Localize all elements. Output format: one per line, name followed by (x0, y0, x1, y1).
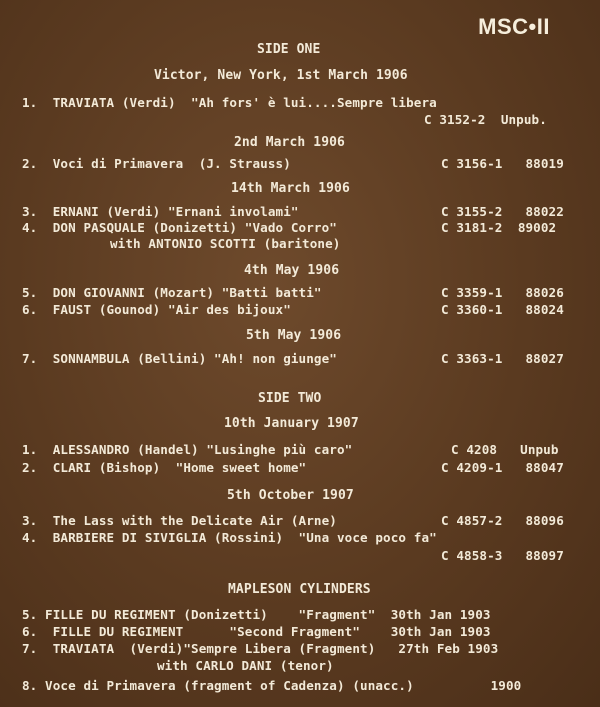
track-line: 5. DON GIOVANNI (Mozart) "Batti batti" (22, 285, 322, 300)
track-line: 7. SONNAMBULA (Bellini) "Ah! non giunge" (22, 351, 337, 366)
track-line: 1. ALESSANDRO (Handel) "Lusinghe più caro" (22, 442, 353, 457)
matrix-number: C 4209-1 88047 (441, 460, 564, 475)
track-line: 3. ERNANI (Verdi) "Ernani involami" (22, 204, 299, 219)
track-line: 1. TRAVIATA (Verdi) "Ah fors' è lui....Sempre libera (22, 95, 437, 110)
track-line: 2. CLARI (Bishop) "Home sweet home" (22, 460, 307, 475)
track-line: 5. FILLE DU REGIMENT (Donizetti) "Fragment" 30th Jan 1903 (22, 607, 491, 622)
matrix-number: C 3360-1 88024 (441, 302, 564, 317)
track-line: 8. Voce di Primavera (fragment of Cadenza) (unacc.) 1900 (22, 678, 522, 693)
track-line: 6. FILLE DU REGIMENT "Second Fragment" 30th Jan 1903 (22, 624, 491, 639)
matrix-number: C 3181-2 89002 (441, 220, 557, 235)
matrix-number: C 4858-3 88097 (441, 548, 564, 563)
track-line: 2. Voci di Primavera (J. Strauss) (22, 156, 291, 171)
matrix-number: C 3155-2 88022 (441, 204, 564, 219)
matrix-number: C 3363-1 88027 (441, 351, 564, 366)
matrix-number: C 4208 Unpub (451, 442, 559, 457)
track-line: 7. TRAVIATA (Verdi)"Sempre Libera (Fragment) 27th Feb 1903 (22, 641, 499, 656)
section-heading-side-two: SIDE TWO (258, 391, 322, 406)
track-line: 3. The Lass with the Delicate Air (Arne) (22, 513, 337, 528)
session-heading: Victor, New York, 1st March 1906 (154, 68, 408, 83)
track-line: 6. FAUST (Gounod) "Air des bijoux" (22, 302, 291, 317)
session-heading: 14th March 1906 (231, 181, 350, 196)
session-heading: 4th May 1906 (244, 263, 340, 278)
matrix-number: C 3359-1 88026 (441, 285, 564, 300)
matrix-number: C 4857-2 88096 (441, 513, 564, 528)
track-line: 4. BARBIERE DI SIVIGLIA (Rossini) "Una voce poco fa" (22, 530, 437, 545)
section-heading-side-one: SIDE ONE (257, 42, 321, 57)
session-heading: 10th January 1907 (224, 416, 359, 431)
performer-credit: with ANTONIO SCOTTI (baritone) (110, 236, 341, 251)
matrix-number: C 3156-1 88019 (441, 156, 564, 171)
track-line: 4. DON PASQUALE (Donizetti) "Vado Corro" (22, 220, 337, 235)
catalog-brand: MSC•II (478, 14, 550, 39)
section-heading-mapleson-cylinders: MAPLESON CYLINDERS (228, 582, 371, 597)
session-heading: 5th October 1907 (227, 488, 354, 503)
session-heading: 2nd March 1906 (234, 135, 345, 150)
performer-credit: with CARLO DANI (tenor) (157, 658, 334, 673)
matrix-number: C 3152-2 Unpub. (424, 112, 547, 127)
session-heading: 5th May 1906 (246, 328, 342, 343)
